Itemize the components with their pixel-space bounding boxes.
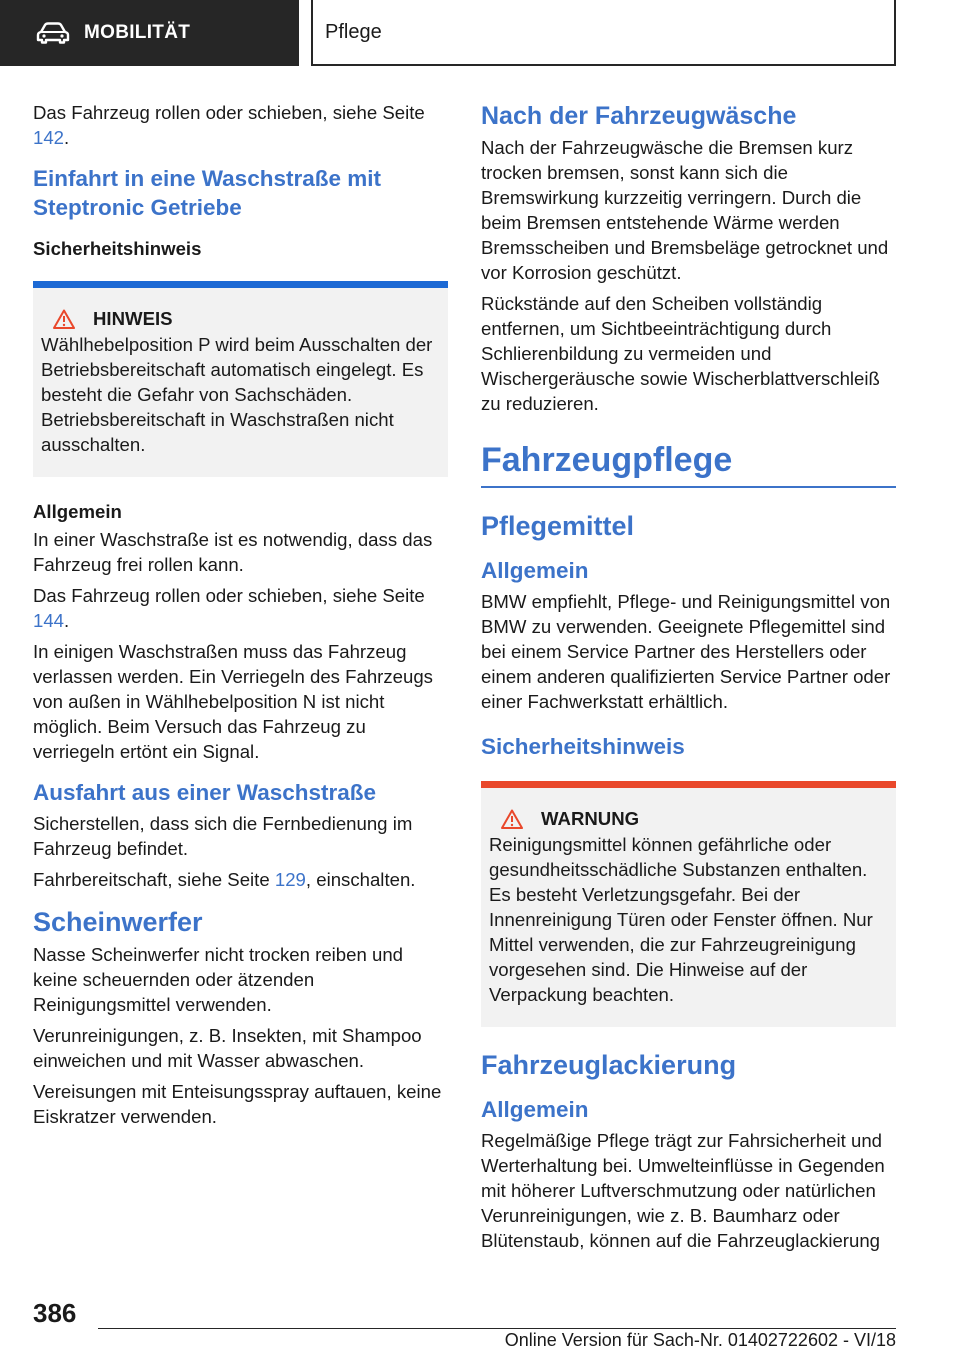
page-link[interactable]: 144 xyxy=(33,610,65,631)
paragraph: Das Fahrzeug rollen oder schieben, siehe Seite 144. xyxy=(33,585,425,631)
left-column xyxy=(33,100,448,1135)
heading-ausfahrt: Ausfahrt aus einer Waschstraße xyxy=(33,780,377,805)
warning-triangle-icon xyxy=(53,309,75,329)
page-link[interactable]: 129 xyxy=(274,869,306,890)
heading-sicherheitshinweis: Sicherheitshinweis xyxy=(481,734,685,759)
right-column xyxy=(481,100,896,1259)
warnung-box xyxy=(481,781,896,1027)
footer-divider xyxy=(98,1328,896,1329)
heading-einfahrt: Einfahrt in eine Waschstraße mit Steptronic Getriebe xyxy=(33,166,381,220)
page-link[interactable]: 142 xyxy=(33,127,65,148)
online-version-text: Online Version für Sach-Nr. 01402722602 - VI/18 xyxy=(504,1330,896,1350)
heading-scheinwerfer: Scheinwerfer xyxy=(33,907,203,937)
page-footer xyxy=(0,1290,960,1362)
chapter-title: MOBILITÄT xyxy=(84,22,191,43)
paragraph: Verunreinigungen, z. B. Insekten, mit Shampoo einweichen und mit Wasser abwaschen. xyxy=(33,1025,422,1071)
section-tab[interactable] xyxy=(311,0,896,66)
hinweis-box xyxy=(33,281,448,477)
chapter-tab[interactable] xyxy=(0,0,299,66)
hinweis-text: Wählhebelposition P wird beim Ausschalten der Betriebsbereitschaft automatisch eingelegt. Es besteht die Gefahr von Sachschäden. Betriebsbereitschaft in Waschstraßen nicht ausschalten. xyxy=(41,334,433,455)
heading-allgemein: Allgemein xyxy=(481,558,589,583)
paragraph: Sicherstellen, dass sich die Fernbedienung im Fahrzeug befindet. xyxy=(33,813,413,859)
heading-nach-der-fahrzeugwaesche: Nach der Fahrzeugwäsche xyxy=(481,102,797,130)
paragraph: Vereisungen mit Enteisungsspray auftauen, keine Eiskratzer verwenden. xyxy=(33,1081,442,1127)
warning-triangle-icon xyxy=(501,809,523,829)
heading-allgemein: Allgemein xyxy=(481,1097,589,1122)
page-number: 386 xyxy=(33,1298,77,1328)
page-header xyxy=(0,0,960,66)
heading-allgemein: Allgemein xyxy=(33,501,122,522)
paragraph: Das Fahrzeug rollen oder schieben, siehe Seite 142. xyxy=(33,102,425,148)
heading-fahrzeugpflege: Fahrzeugpflege xyxy=(481,438,896,488)
heading-fahrzeuglackierung: Fahrzeuglackierung xyxy=(481,1050,737,1080)
warnung-text: Reinigungsmittel können gefährliche oder gesundheitsschädliche Substanzen enthalten. Es besteht Verletzungsgefahr. Bei der Innenreinigung Türen oder Fenster öffnen. Nur Mittel verwenden, die zur Fahrzeugreinigung vorgesehen sind. Die Hinweise auf der Verpackung beachten. xyxy=(489,834,873,1005)
paragraph: Fahrbereitschaft, siehe Seite 129, einschalten. xyxy=(33,869,416,890)
paragraph: BMW empfiehlt, Pflege- und Reinigungsmittel von BMW zu verwenden. Geeignete Pflegemittel sind bei einem Service Partner des Herstellers oder einem anderen qualifizierten Service Partner oder einer Fachwerkstatt erhältlich. xyxy=(481,591,891,712)
heading-sicherheitshinweis: Sicherheitshinweis xyxy=(33,238,202,259)
heading-pflegemittel: Pflegemittel xyxy=(481,511,635,541)
paragraph: Nasse Scheinwerfer nicht trocken reiben und keine scheuernden oder ätzenden Reinigungsmittel verwenden. xyxy=(33,944,404,1015)
paragraph: Rückstände auf den Scheiben vollständig entfernen, um Sichtbeeinträchtigung durch Schlierenbildung zu vermeiden und Wischergeräusche sowie Wischerblattverschleiß zu reduzieren. xyxy=(481,293,880,414)
hinweis-title: HINWEIS xyxy=(41,308,440,330)
section-title: Pflege xyxy=(325,20,382,43)
paragraph: Nach der Fahrzeugwäsche die Bremsen kurz trocken bremsen, sonst kann sich die Bremswirkung kurzzeitig verringern. Durch die beim Bremsen entstehende Wärme werden Bremsscheiben und Bremsbeläge getrocknet und vor Korrosion geschützt. xyxy=(481,137,889,283)
paragraph: In einigen Waschstraßen muss das Fahrzeug verlassen werden. Ein Verriegeln des Fahrzeugs von außen in Wählhebelposition N ist nicht möglich. Beim Versuch das Fahrzeug zu verriegeln ertönt ein Signal. xyxy=(33,641,433,762)
paragraph: Regelmäßige Pflege trägt zur Fahrsicherheit und Werterhaltung bei. Umwelteinflüsse in Gegenden mit höherer Luftverschmutzung oder natürlichen Verunreinigungen, wie z. B. Baumharz oder Blütenstaub, können auf die Fahrzeuglackierung xyxy=(481,1130,885,1251)
car-icon xyxy=(36,22,70,44)
paragraph: In einer Waschstraße ist es notwendig, dass das Fahrzeug frei rollen kann. xyxy=(33,529,433,575)
warnung-title: WARNUNG xyxy=(489,808,888,830)
